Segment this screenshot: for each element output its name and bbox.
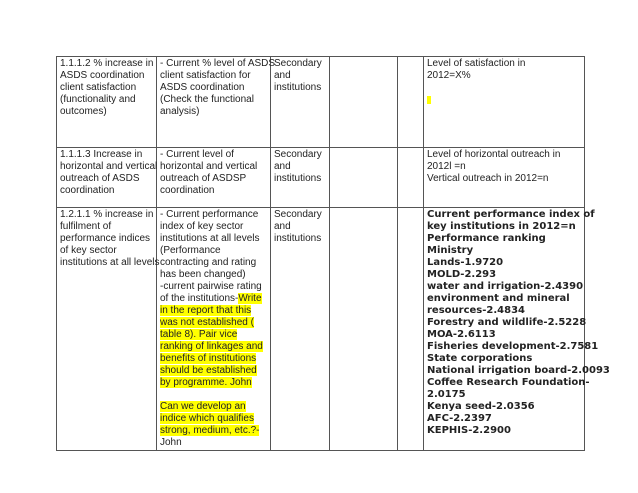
cell-line: of key sector xyxy=(60,245,117,256)
cell-line: -current pairwise rating xyxy=(160,281,262,292)
spacer xyxy=(160,389,267,401)
empty-cell xyxy=(398,208,424,451)
cell-line: - Current % level of ASDS xyxy=(160,58,276,69)
target-cell xyxy=(424,208,610,451)
cell-line: (Performance xyxy=(160,245,221,256)
cell-line: outreach of ASDS xyxy=(60,173,140,184)
empty-cell xyxy=(330,148,398,208)
cell-line: client satisfaction xyxy=(60,82,137,93)
cell-line xyxy=(160,317,267,329)
cell-line: MOLD-2.293 xyxy=(427,269,497,280)
target-cell xyxy=(424,57,585,148)
empty-cell xyxy=(398,148,424,208)
cell-line xyxy=(160,377,267,389)
cell-line xyxy=(160,341,267,353)
cell-line xyxy=(160,425,267,437)
cell-line: and xyxy=(274,161,291,172)
cell-line: key institutions in 2012=n xyxy=(427,221,576,232)
cell-line xyxy=(160,365,267,377)
indicator-cell xyxy=(57,148,157,208)
comment-highlight: Can we develop an xyxy=(160,401,246,412)
empty-cell xyxy=(398,57,424,148)
cell-line: 2012=X% xyxy=(427,70,471,81)
table-row xyxy=(57,57,585,148)
cell-line: coordination xyxy=(160,185,215,196)
cell-line: Level of horizontal outreach in xyxy=(427,149,561,160)
cell-line: analysis) xyxy=(160,106,200,117)
baseline-cell xyxy=(157,57,276,148)
cell-line: KEPHIS-2.2900 xyxy=(427,425,511,436)
cell-line: environment and mineral xyxy=(427,293,570,304)
cell-line: 1.1.1.2 % increase in xyxy=(60,58,154,69)
cell-line: contracting and rating xyxy=(160,257,257,268)
cell-line: 1.1.1.3 Increase in xyxy=(60,149,143,160)
cell-line: outcomes) xyxy=(60,106,107,117)
table-row xyxy=(57,148,585,208)
cell-line: horizontal and vertical xyxy=(160,161,258,172)
cell-line xyxy=(160,353,267,365)
comment-highlight: ranking of linkages and xyxy=(160,341,263,352)
highlight-mark xyxy=(427,96,431,104)
comment-highlight: benefits of institutions xyxy=(160,353,257,364)
cell-line: MOA-2.6113 xyxy=(427,329,496,340)
cell-line: ASDS coordination xyxy=(60,70,145,81)
cell-line: client satisfaction for xyxy=(160,70,251,81)
comment-highlight: was not established ( xyxy=(160,317,254,328)
table-row xyxy=(57,208,585,451)
baseline-cell xyxy=(157,208,271,451)
cell-line: Fisheries development-2.7581 xyxy=(427,341,599,352)
cell-line xyxy=(160,413,267,425)
baseline-cell xyxy=(157,148,271,208)
cell-line: institutions xyxy=(274,82,322,93)
cell-line: John xyxy=(160,437,182,448)
cell-line: and xyxy=(274,221,291,232)
cell-line xyxy=(160,305,267,317)
cell-line: Performance ranking xyxy=(427,233,546,244)
cell-line: Ministry xyxy=(427,245,474,256)
cell-line: Vertical outreach in 2012=n xyxy=(427,173,549,184)
cell-line: 2012l =n xyxy=(427,161,466,172)
cell-line xyxy=(160,293,267,305)
indicator-cell xyxy=(57,208,160,451)
cell-line: Secondary xyxy=(274,58,322,69)
cell-text: of the institutions- xyxy=(160,293,239,304)
cell-line: index of key sector xyxy=(160,221,244,232)
cell-line: horizontal and vertical xyxy=(60,161,158,172)
cell-line: Secondary xyxy=(274,149,322,160)
cell-line: National irrigation board-2.0093 xyxy=(427,365,610,376)
cell-line: 1.2.1.1 % increase in xyxy=(60,209,154,220)
cell-line: (Check the functional xyxy=(160,94,254,105)
comment-highlight: in the report that this xyxy=(160,305,252,316)
cell-line: Lands-1.9720 xyxy=(427,257,504,268)
cell-line: Current performance index of xyxy=(427,209,595,220)
cell-line: institutions xyxy=(274,173,322,184)
comment-highlight: indice which qualifies xyxy=(160,413,254,424)
cell-line: has been changed) xyxy=(160,269,246,280)
cell-line: - Current level of xyxy=(160,149,234,160)
cell-line: outreach of ASDSP xyxy=(160,173,247,184)
comment-highlight: should be established xyxy=(160,365,257,376)
comment-highlight: table 8). Pair vice xyxy=(160,329,238,340)
cell-line: resources-2.4834 xyxy=(427,305,525,316)
cell-line: institutions at all levels xyxy=(60,257,160,268)
cell-line: Kenya seed-2.0356 xyxy=(427,401,535,412)
cell-line: institutions xyxy=(274,233,322,244)
source-cell xyxy=(271,57,330,148)
source-cell xyxy=(271,148,330,208)
target-cell xyxy=(424,148,585,208)
cell-line: AFC-2.2397 xyxy=(427,413,492,424)
cell-line: and xyxy=(274,70,291,81)
cell-line: (functionality and xyxy=(60,94,136,105)
cell-line: Secondary xyxy=(274,209,322,220)
cell-line xyxy=(160,329,267,341)
indicator-cell xyxy=(57,57,157,148)
comment-highlight: strong, medium, etc.?- xyxy=(160,425,260,436)
cell-line: State corporations xyxy=(427,353,533,364)
cell-line xyxy=(160,401,267,413)
cell-line: - Current performance xyxy=(160,209,259,220)
comment-highlight: Write xyxy=(238,293,262,304)
cell-line: institutions at all levels xyxy=(160,233,260,244)
cell-line: Level of satisfaction in xyxy=(427,58,526,69)
cell-line: 2.0175 xyxy=(427,389,466,400)
cell-line: fulfilment of xyxy=(60,221,112,232)
cell-line: performance indices xyxy=(60,233,151,244)
cell-line: Forestry and wildlife-2.5228 xyxy=(427,317,587,328)
empty-cell xyxy=(330,208,398,451)
cell-line: water and irrigation-2.4390 xyxy=(427,281,584,292)
cell-line: Coffee Research Foundation- xyxy=(427,377,590,388)
cell-line: ASDS coordination xyxy=(160,82,245,93)
comment-highlight: by programme. John xyxy=(160,377,252,388)
indicator-table xyxy=(56,56,610,451)
cell-line: coordination xyxy=(60,185,115,196)
empty-cell xyxy=(330,57,398,148)
source-cell xyxy=(271,208,330,451)
